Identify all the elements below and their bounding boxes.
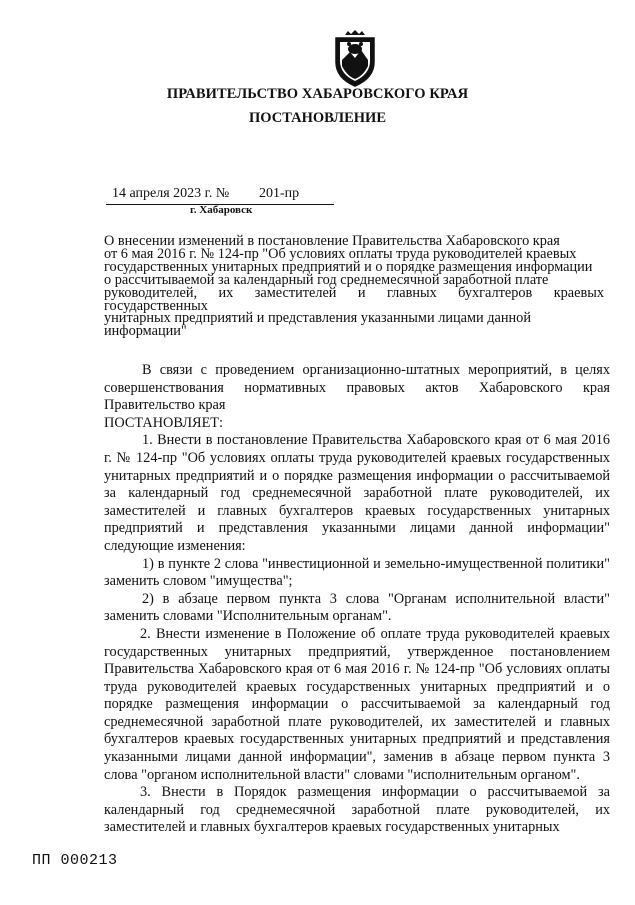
item-1-paragraph: 1. Внести в постановление Правительства Хабаровского края от 6 мая 2016 г. № 124-пр "Об условиях оплаты труда руководителей краевых государственных унитарных предприятий и о порядке размещения информации о рассчитываемой за календарный год среднемесячной заработной плате руководителей, их заместителей и главных бухгалтеров краевых государственных унитарных предприятий и представления указанными лицами данной информации" следующие изменения: — [104, 432, 610, 554]
subject-line: информации" — [104, 323, 187, 340]
document-city: г. Хабаровск — [190, 204, 253, 216]
subject-line: О внесении изменений в постановление Правительства Хабаровского края — [104, 233, 560, 249]
resolves-heading: ПОСТАНОВЛЯЕТ: — [104, 414, 224, 431]
item-1-1-paragraph: 1) в пункте 2 слова "инвестиционной и земельно-имущественной политики" заменить словом "имущества"; — [104, 555, 610, 590]
khabarovsk-coat-of-arms-icon — [330, 30, 380, 88]
subject-line: о рассчитываемой за календарный год среднемесячной заработной плате — [104, 271, 549, 288]
form-code: ПП 000213 — [32, 852, 118, 869]
government-title: ПРАВИТЕЛЬСТВО ХАБАРОВСКОГО КРАЯ — [166, 86, 469, 102]
subject-line: от 6 мая 2016 г. № 124-пр "Об условиях оплаты труда руководителей краевых — [104, 245, 577, 262]
preamble-paragraph: В связи с проведением организационно-штатных мероприятий, в целях совершенствования нормативных правовых актов Хабаровского края Правительство края — [104, 362, 610, 414]
document-type: ПОСТАНОВЛЕНИЕ — [248, 110, 386, 126]
document-date: 14 апреля 2023 г. № — [112, 186, 230, 201]
subject-line: государственных унитарных предприятий и о порядке размещения информации — [104, 258, 593, 275]
item-1-2-paragraph: 2) в абзаце первом пункта 3 слова "Органам исполнительной власти" заменить словами "Исполнительным органам". — [104, 590, 610, 625]
item-2-paragraph: 2. Внести изменение в Положение об оплате труда руководителей краевых государственных унитарных предприятий, утвержденное постановлением Правительства Хабаровского края от 6 мая 2016 г. № 124-пр "Об условиях оплаты труда руководителей краевых государственных унитарных предприятий и о порядке размещения информации о рассчитываемой за календарный год среднемесячной заработной плате руководителей, их заместителей и главных бухгалтеров краевых государственных унитарных предприятий и представления указанными лицами данной информации", заменив в абзаце первом пункта 3 слова "органом исполнительной власти" словами "исполнительным органом". — [104, 625, 610, 783]
date-number-line — [106, 186, 334, 205]
document-subject — [104, 235, 604, 338]
subject-line: унитарных предприятий и представления указанными лицами данной — [104, 310, 531, 327]
document-number: 201-пр — [259, 186, 300, 201]
item-3-paragraph: 3. Внести в Порядок размещения информации о рассчитываемой за календарный год среднемесячной заработной плате руководителей, их заместителей и главных бухгалтеров краевых государственных унитарных — [104, 784, 610, 836]
subject-line: руководителей, их заместителей и главных бухгалтеров краевых государственных — [104, 284, 604, 314]
document-body — [104, 362, 610, 837]
